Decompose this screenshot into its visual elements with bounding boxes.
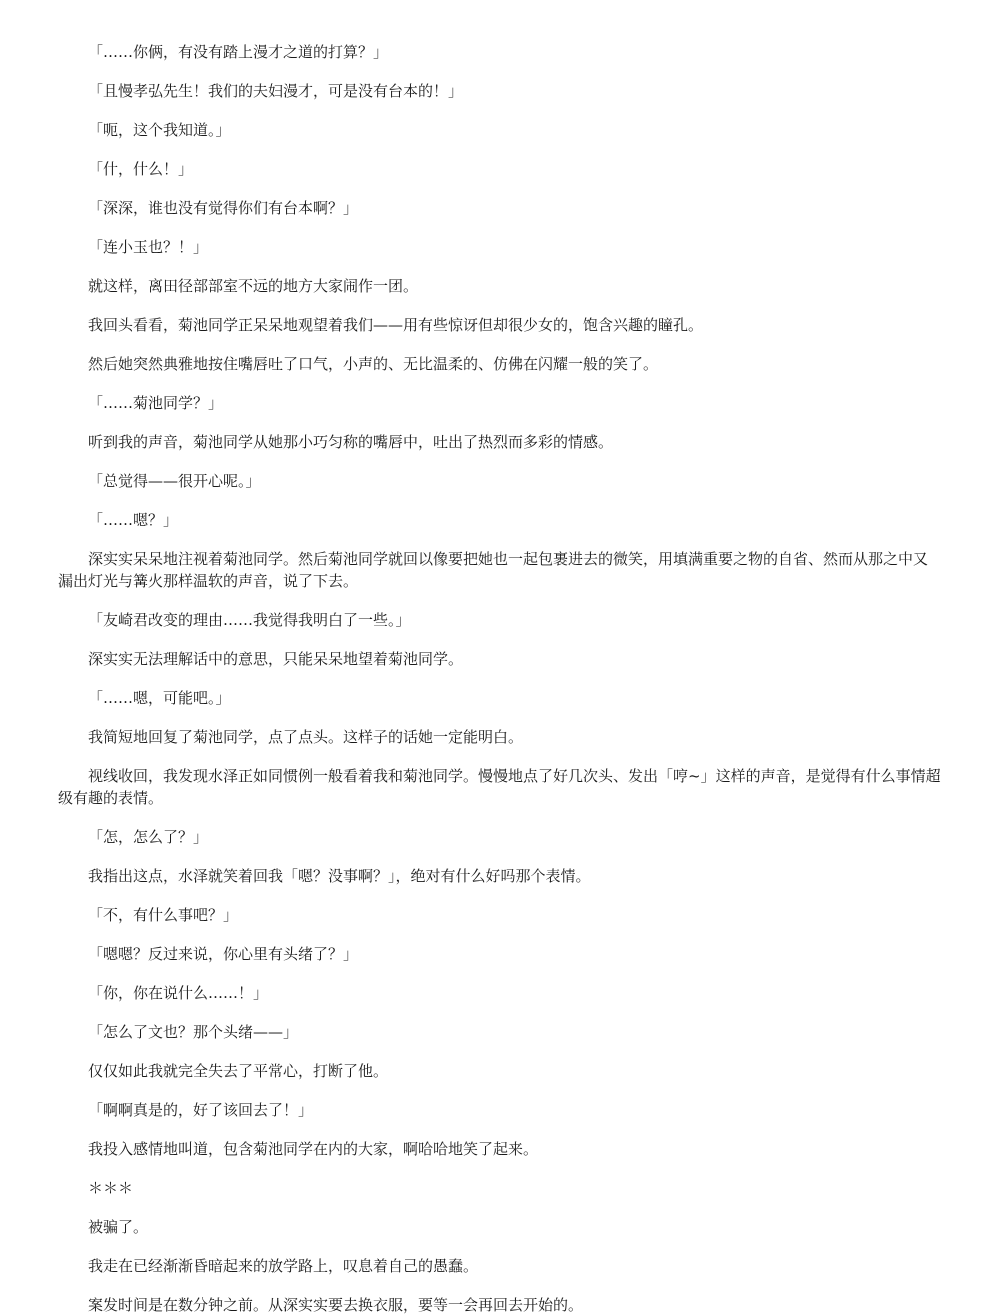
paragraph-2: 「且慢孝弘先生！我们的夫妇漫才，可是没有台本的！」 (88, 82, 464, 100)
paragraph-5: 「深深，谁也没有觉得你们有台本啊？」 (88, 199, 359, 217)
paragraph-19: 视线收回，我发现水泽正如同惯例一般看着我和菊池同学。慢慢地点了好几次头、发出「哼~」这样的声音，是觉得有什么事情超级有趣的表情。 (58, 767, 941, 807)
paragraph-16: 深实实无法理解话中的意思，只能呆呆地望着菊池同学。 (88, 650, 464, 668)
paragraph-8: 我回头看看，菊池同学正呆呆地观望着我们——用有些惊讶但却很少女的，饱含兴趣的瞳孔。 (88, 316, 704, 334)
paragraph-22: 「不，有什么事吧？」 (88, 906, 239, 924)
paragraph-6: 「连小玉也？！」 (88, 238, 209, 256)
paragraph-14: 深实实呆呆地注视着菊池同学。然后菊池同学就回以像要把她也一起包裹进去的微笑，用填满重要之物的自省、然而从那之中又漏出灯光与篝火那样温软的声音，说了下去。 (58, 550, 929, 590)
paragraph-28: 我投入感情地叫道，包含菊池同学在内的大家，啊哈哈地笑了起来。 (88, 1140, 539, 1158)
paragraph-3: 「呃，这个我知道。」 (88, 121, 231, 139)
paragraph-25: 「怎么了文也？那个头绪——」 (88, 1023, 299, 1041)
paragraph-20: 「怎，怎么了？」 (88, 828, 209, 846)
paragraph-4: 「什，什么！」 (88, 160, 194, 178)
paragraph-13: 「……嗯？」 (88, 511, 179, 529)
paragraph-30: 被骗了。 (88, 1218, 149, 1236)
paragraph-27: 「啊啊真是的，好了该回去了！」 (88, 1101, 314, 1119)
paragraph-11: 听到我的声音，菊池同学从她那小巧匀称的嘴唇中，吐出了热烈而多彩的情感。 (88, 433, 614, 451)
paragraph-21: 我指出这点，水泽就笑着回我「嗯？没事啊？」，绝对有什么好吗那个表情。 (88, 867, 591, 885)
paragraph-7: 就这样，离田径部部室不远的地方大家闹作一团。 (88, 277, 419, 295)
paragraph-15: 「友崎君改变的理由……我觉得我明白了一些。」 (88, 611, 411, 629)
paragraph-23: 「嗯嗯？反过来说，你心里有头绪了？」 (88, 945, 359, 963)
section-break: ＊＊＊ (88, 1179, 134, 1197)
paragraph-10: 「……菊池同学？」 (88, 394, 224, 412)
paragraph-12: 「总觉得——很开心呢。」 (88, 472, 261, 490)
paragraph-1: 「……你俩，有没有踏上漫才之道的打算？」 (88, 43, 389, 61)
paragraph-18: 我简短地回复了菊池同学，点了点头。这样子的话她一定能明白。 (88, 728, 524, 746)
paragraph-26: 仅仅如此我就完全失去了平常心，打断了他。 (88, 1062, 389, 1080)
paragraph-9: 然后她突然典雅地按住嘴唇吐了口气，小声的、无比温柔的、仿佛在闪耀一般的笑了。 (88, 355, 659, 373)
paragraph-32: 案发时间是在数分钟之前。从深实实要去换衣服，要等一会再回去开始的。 (88, 1296, 584, 1314)
paragraph-31: 我走在已经渐渐昏暗起来的放学路上，叹息着自己的愚蠢。 (88, 1257, 479, 1275)
paragraph-17: 「……嗯，可能吧。」 (88, 689, 231, 707)
paragraph-24: 「你，你在说什么……！」 (88, 984, 269, 1002)
